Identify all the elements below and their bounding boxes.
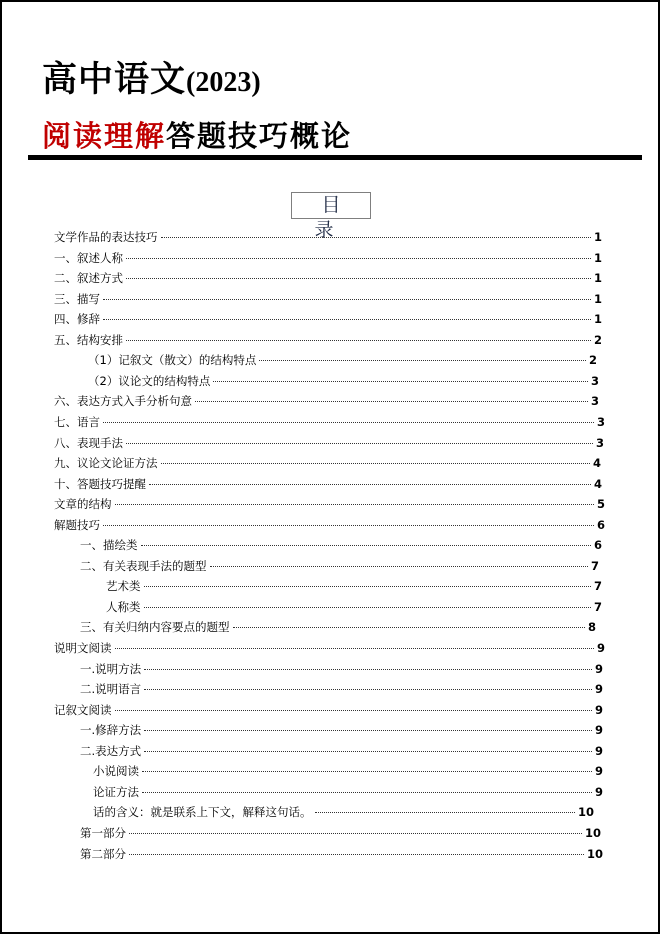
toc-entry-label: 九、议论文论证方法	[54, 456, 158, 471]
toc-entry-label: （2）议论文的结构特点	[88, 373, 211, 388]
toc-entry-label: 十、答题技巧提醒	[54, 476, 146, 491]
toc-dot-leader	[144, 586, 591, 587]
toc-entry[interactable]	[80, 556, 599, 576]
toc-entry[interactable]	[80, 659, 603, 679]
toc-page-number: 9	[594, 764, 603, 779]
toc-entry[interactable]	[80, 617, 596, 637]
toc-dot-leader	[103, 299, 591, 300]
toc-dot-leader	[149, 484, 591, 485]
document-title	[42, 52, 261, 102]
toc-entry-label: 二.表达方式	[80, 743, 142, 758]
toc-dot-leader	[259, 360, 586, 361]
subtitle-rest: 答题技巧概论	[166, 119, 353, 153]
toc-dot-leader	[126, 278, 591, 279]
toc-page-number: 9	[594, 661, 603, 676]
toc-entry[interactable]	[54, 227, 602, 247]
toc-dot-leader	[115, 710, 592, 711]
toc-entry-label: 六、表达方式入手分析句意	[54, 394, 192, 409]
toc-entry[interactable]	[80, 741, 603, 761]
toc-page-number: 1	[593, 271, 602, 286]
toc-entry[interactable]	[106, 597, 602, 617]
toc-entry-label: （1）记叙文（散文）的结构特点	[88, 353, 257, 368]
toc-entry[interactable]	[54, 412, 605, 432]
toc-entry[interactable]	[54, 453, 601, 473]
toc-entry-label: 记叙文阅读	[54, 702, 112, 717]
toc-page-number: 3	[595, 435, 604, 450]
toc-page-number: 7	[590, 558, 599, 573]
toc-entry-label: 一.说明方法	[80, 661, 142, 676]
toc-page-number: 3	[590, 394, 599, 409]
toc-entry[interactable]	[54, 330, 602, 350]
toc-page-number: 9	[594, 784, 603, 799]
toc-page-number: 9	[594, 702, 603, 717]
toc-entry-label: 七、语言	[54, 414, 100, 429]
toc-page-number: 1	[593, 291, 602, 306]
toc-entry-label: 第一部分	[80, 825, 126, 840]
toc-entry-label: 一、叙述人称	[54, 250, 123, 265]
toc-page-number: 7	[593, 579, 602, 594]
toc-page-number: 2	[593, 332, 602, 347]
toc-entry-label: 说明文阅读	[54, 641, 112, 655]
toc-entry[interactable]	[54, 700, 603, 720]
toc-entry[interactable]	[80, 679, 603, 699]
toc-page-number: 4	[592, 456, 601, 471]
toc-dot-leader	[144, 730, 592, 731]
toc-page-number: 4	[593, 476, 602, 491]
title-year: (2023)	[186, 67, 261, 98]
toc-page-number: 10	[577, 805, 594, 820]
toc-dot-leader	[142, 771, 592, 772]
toc-page-number: 1	[593, 312, 602, 327]
toc-entry[interactable]	[80, 535, 602, 555]
toc-page-number: 9	[596, 641, 605, 655]
toc-entry-label: 人称类	[106, 599, 141, 614]
toc-dot-leader	[103, 422, 594, 423]
toc-dot-leader	[115, 504, 594, 505]
toc-entry-label: 第二部分	[80, 846, 126, 861]
toc-page-number: 9	[594, 723, 603, 738]
toc-entry-label: 论证方法	[93, 784, 139, 799]
toc-entry-label: 艺术类	[106, 579, 141, 594]
toc-entry[interactable]	[93, 761, 603, 781]
toc-entry[interactable]	[80, 823, 601, 843]
toc-entry[interactable]	[54, 268, 602, 288]
toc-page-number: 7	[593, 599, 602, 614]
toc-dot-leader	[315, 812, 575, 813]
toc-dot-leader	[142, 792, 592, 793]
toc-dot-leader	[233, 627, 585, 628]
toc-entry[interactable]	[106, 576, 602, 596]
toc-entry-label: 五、结构安排	[54, 332, 123, 347]
toc-entry-label: 二、有关表现手法的题型	[80, 558, 207, 573]
toc-page-number: 3	[596, 414, 605, 429]
toc-page-number: 6	[593, 538, 602, 553]
toc-entry[interactable]	[93, 782, 603, 802]
toc-dot-leader	[129, 833, 582, 834]
toc-dot-leader	[126, 443, 593, 444]
toc-page-number: 9	[594, 743, 603, 758]
toc-page-number: 9	[594, 682, 603, 697]
toc-page-number: 3	[590, 373, 599, 388]
toc-entry[interactable]	[54, 309, 602, 329]
toc-entry-label: 一.修辞方法	[80, 723, 142, 738]
document-subtitle	[42, 114, 352, 155]
title-text: 高中语文	[42, 59, 187, 100]
toc-dot-leader	[126, 258, 591, 259]
toc-entry-label: 一、描绘类	[80, 538, 138, 553]
toc-entry[interactable]	[54, 289, 602, 309]
toc-page-number: 5	[596, 497, 605, 512]
toc-dot-leader	[129, 854, 584, 855]
toc-entry[interactable]	[54, 474, 602, 494]
toc-dot-leader	[213, 381, 588, 382]
title-divider	[28, 155, 642, 160]
toc-entry-label: 四、修辞	[54, 312, 100, 327]
toc-entry-label: 解题技巧	[54, 517, 100, 532]
toc-dot-leader	[103, 319, 591, 320]
toc-dot-leader	[103, 525, 594, 526]
toc-entry-label: 文学作品的表达技巧	[54, 230, 158, 244]
toc-entry[interactable]	[80, 844, 603, 864]
toc-dot-leader	[144, 751, 592, 752]
toc-dot-leader	[144, 689, 592, 690]
toc-page-number: 6	[596, 517, 605, 532]
toc-entry[interactable]	[54, 433, 604, 453]
toc-page-number: 8	[587, 620, 596, 635]
toc-entry[interactable]	[80, 720, 603, 740]
toc-entry-label: 话的含义：就是联系上下文，解释这句话。	[93, 805, 312, 820]
toc-entry[interactable]	[88, 350, 597, 370]
toc-entry[interactable]	[54, 391, 599, 411]
toc-entry[interactable]	[54, 638, 605, 658]
toc-entry-label: 八、表现手法	[54, 435, 123, 450]
toc-dot-leader	[195, 401, 588, 402]
toc-entry[interactable]	[54, 494, 605, 514]
toc-page-number: 2	[588, 353, 597, 368]
toc-entry-label: 三、有关归纳内容要点的题型	[80, 620, 230, 635]
toc-entry[interactable]	[93, 802, 594, 822]
toc-dot-leader	[161, 463, 590, 464]
toc-page-number: 1	[593, 230, 602, 244]
toc-dot-leader	[126, 340, 591, 341]
toc-dot-leader	[115, 648, 594, 649]
toc-dot-leader	[144, 607, 591, 608]
subtitle-highlight: 阅读理解	[42, 119, 167, 153]
toc-page-number: 10	[584, 825, 601, 840]
toc-entry-label: 小说阅读	[93, 764, 139, 779]
toc-entry[interactable]	[88, 371, 599, 391]
toc-page-number: 1	[593, 250, 602, 265]
toc-entry[interactable]	[54, 515, 605, 535]
toc-entry-label: 三、描写	[54, 291, 100, 306]
toc-dot-leader	[161, 237, 591, 238]
toc-dot-leader	[210, 566, 588, 567]
toc-page-number: 10	[586, 846, 603, 861]
toc-heading: 目 录	[291, 192, 371, 219]
toc-entry-label: 二、叙述方式	[54, 271, 123, 286]
toc-dot-leader	[144, 669, 592, 670]
toc-dot-leader	[141, 545, 591, 546]
toc-entry-label: 二.说明语言	[80, 682, 142, 697]
toc-entry-label: 文章的结构	[54, 497, 112, 512]
toc-entry[interactable]	[54, 248, 602, 268]
